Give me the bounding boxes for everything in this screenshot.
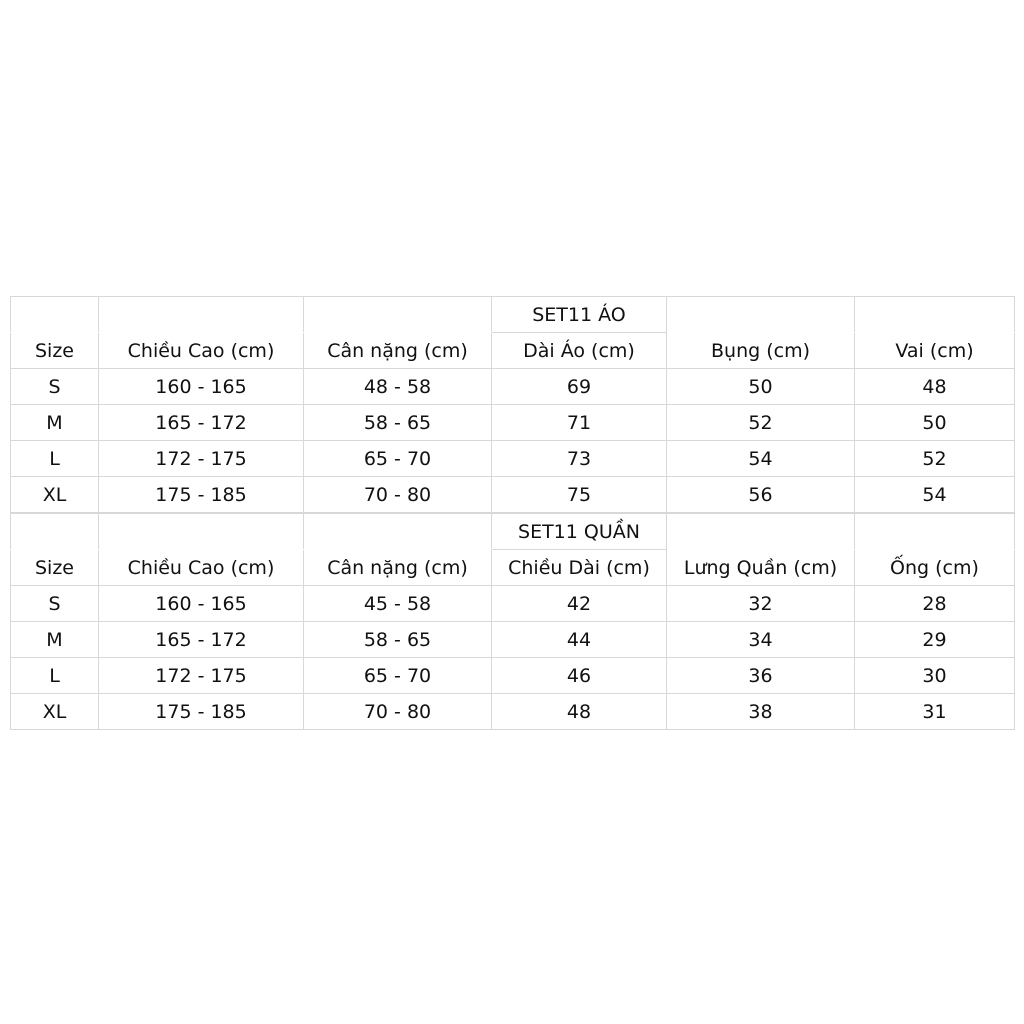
- column-header: Chiều Cao (cm): [99, 550, 304, 586]
- cell-value: 165 - 172: [99, 405, 304, 441]
- cell-value: 52: [667, 405, 855, 441]
- cell-value: 160 - 165: [99, 369, 304, 405]
- cell-value: 42: [492, 586, 667, 622]
- table-title-row-shirt: [11, 297, 1015, 333]
- cell-value: 30: [855, 658, 1015, 694]
- column-header: Lưng Quần (cm): [667, 550, 855, 586]
- cell-value: 45 - 58: [304, 586, 492, 622]
- column-header: Bụng (cm): [667, 333, 855, 369]
- cell-value: 48: [492, 694, 667, 730]
- title-blank-cell: [99, 514, 304, 550]
- cell-value: 50: [667, 369, 855, 405]
- cell-value: 32: [667, 586, 855, 622]
- column-header: Ống (cm): [855, 550, 1015, 586]
- size-cell: M: [11, 622, 99, 658]
- table-title-row-pants: [11, 514, 1015, 550]
- column-header: Chiều Dài (cm): [492, 550, 667, 586]
- cell-value: 73: [492, 441, 667, 477]
- table-header-row-shirt: [11, 333, 1015, 369]
- cell-value: 58 - 65: [304, 405, 492, 441]
- cell-value: 75: [492, 477, 667, 513]
- table-title-pants: SET11 QUẦN: [492, 514, 667, 550]
- cell-value: 58 - 65: [304, 622, 492, 658]
- table-row: [11, 658, 1015, 694]
- cell-value: 160 - 165: [99, 586, 304, 622]
- title-blank-cell: [99, 297, 304, 333]
- cell-value: 44: [492, 622, 667, 658]
- cell-value: 70 - 80: [304, 694, 492, 730]
- cell-value: 165 - 172: [99, 622, 304, 658]
- table-row: [11, 405, 1015, 441]
- table-header-row-pants: [11, 550, 1015, 586]
- cell-value: 28: [855, 586, 1015, 622]
- size-cell: XL: [11, 477, 99, 513]
- size-cell: S: [11, 369, 99, 405]
- cell-value: 69: [492, 369, 667, 405]
- cell-value: 36: [667, 658, 855, 694]
- cell-value: 70 - 80: [304, 477, 492, 513]
- cell-value: 50: [855, 405, 1015, 441]
- table-row: [11, 441, 1015, 477]
- cell-value: 175 - 185: [99, 694, 304, 730]
- title-blank-cell: [667, 297, 855, 333]
- title-blank-cell: [304, 297, 492, 333]
- cell-value: 29: [855, 622, 1015, 658]
- cell-value: 65 - 70: [304, 658, 492, 694]
- cell-value: 34: [667, 622, 855, 658]
- cell-value: 48: [855, 369, 1015, 405]
- column-header: Vai (cm): [855, 333, 1015, 369]
- size-cell: L: [11, 658, 99, 694]
- title-blank-cell: [667, 514, 855, 550]
- cell-value: 172 - 175: [99, 441, 304, 477]
- cell-value: 65 - 70: [304, 441, 492, 477]
- column-header: Cân nặng (cm): [304, 333, 492, 369]
- table-row: [11, 622, 1015, 658]
- cell-value: 52: [855, 441, 1015, 477]
- cell-value: 56: [667, 477, 855, 513]
- cell-value: 48 - 58: [304, 369, 492, 405]
- column-header: Size: [11, 333, 99, 369]
- column-header: Cân nặng (cm): [304, 550, 492, 586]
- column-header: Dài Áo (cm): [492, 333, 667, 369]
- cell-value: 54: [855, 477, 1015, 513]
- table-row: [11, 477, 1015, 513]
- table-row: [11, 369, 1015, 405]
- cell-value: 31: [855, 694, 1015, 730]
- title-blank-cell: [11, 514, 99, 550]
- size-table-shirt: [10, 296, 1015, 513]
- column-header: Size: [11, 550, 99, 586]
- table-row: [11, 694, 1015, 730]
- size-cell: S: [11, 586, 99, 622]
- cell-value: 54: [667, 441, 855, 477]
- size-cell: M: [11, 405, 99, 441]
- title-blank-cell: [855, 297, 1015, 333]
- cell-value: 38: [667, 694, 855, 730]
- column-header: Chiều Cao (cm): [99, 333, 304, 369]
- cell-value: 71: [492, 405, 667, 441]
- size-table-pants: [10, 513, 1015, 730]
- size-chart-sheet: [10, 296, 1014, 730]
- title-blank-cell: [855, 514, 1015, 550]
- title-blank-cell: [304, 514, 492, 550]
- size-cell: L: [11, 441, 99, 477]
- cell-value: 175 - 185: [99, 477, 304, 513]
- title-blank-cell: [11, 297, 99, 333]
- size-cell: XL: [11, 694, 99, 730]
- cell-value: 46: [492, 658, 667, 694]
- table-title-shirt: SET11 ÁO: [492, 297, 667, 333]
- cell-value: 172 - 175: [99, 658, 304, 694]
- table-row: [11, 586, 1015, 622]
